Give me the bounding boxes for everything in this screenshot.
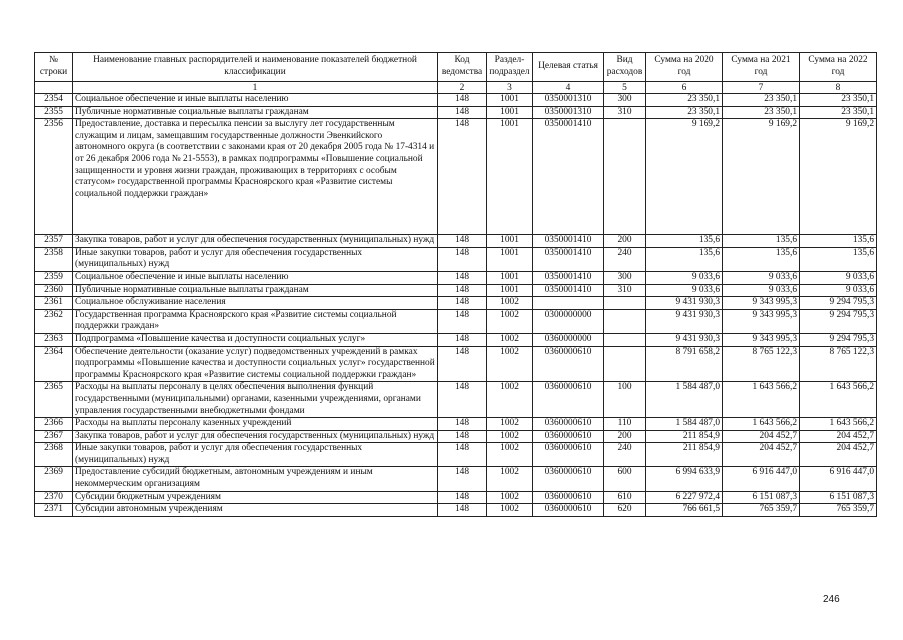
- section-code: 1002: [487, 297, 533, 310]
- col-header-ministry-code: Код ведомства: [438, 53, 487, 82]
- section-code: 1001: [487, 284, 533, 297]
- row-number: 2360: [35, 284, 73, 297]
- table-row: [35, 418, 877, 431]
- sum-2022: 204 452,7: [800, 430, 877, 443]
- ministry-code: 148: [438, 119, 487, 235]
- col-number: 5: [604, 82, 646, 94]
- sum-2022: 6 916 447,0: [800, 467, 877, 491]
- expense-type-code: 310: [604, 284, 646, 297]
- row-name: Предоставление, доставка и пересылка пенсии за выслугу лет государственным служащим и лицам, замещавшим государственные должности Эвенкийского автономного округа (в соответствии с законами края от 20 декабря 2005 года № 17-4314 и от 26 декабря 2006 года № 21-5553), в рамках подпрограммы «Повышение социальной защищенности и уровня жизни граждан, проживающих в территориях с особым статусом» государственной программы Красноярского края «Развитие системы социальной поддержки граждан»: [73, 119, 438, 235]
- col-header-sum-2020: Сумма на 2020 год: [646, 53, 723, 82]
- sum-2020: 23 350,1: [646, 94, 723, 107]
- sum-2022: 9 294 795,3: [800, 333, 877, 346]
- sum-2022: 9 033,6: [800, 271, 877, 284]
- section-code: 1001: [487, 235, 533, 248]
- section-code: 1001: [487, 106, 533, 119]
- section-code: 1002: [487, 504, 533, 517]
- table-row: [35, 94, 877, 107]
- sum-2022: 8 765 122,3: [800, 346, 877, 382]
- row-number: 2356: [35, 119, 73, 235]
- sum-2021: 9 033,6: [723, 284, 800, 297]
- sum-2022: 9 294 795,3: [800, 309, 877, 333]
- table-row: [35, 504, 877, 517]
- sum-2020: 6 994 633,9: [646, 467, 723, 491]
- table-row: [35, 382, 877, 418]
- sum-2022: 1 643 566,2: [800, 418, 877, 431]
- table-row: [35, 119, 877, 235]
- col-number: 1: [73, 82, 438, 94]
- row-number: 2357: [35, 235, 73, 248]
- target-item-code: 0350001410: [533, 119, 604, 235]
- section-code: 1001: [487, 119, 533, 235]
- sum-2020: 9 431 930,3: [646, 333, 723, 346]
- sum-2020: 211 854,9: [646, 430, 723, 443]
- sum-2021: 765 359,7: [723, 504, 800, 517]
- col-number: 3: [487, 82, 533, 94]
- row-number: 2366: [35, 418, 73, 431]
- row-name: Социальное обслуживание населения: [73, 297, 438, 310]
- row-number: 2363: [35, 333, 73, 346]
- expense-type-code: [604, 333, 646, 346]
- sum-2021: 135,6: [723, 235, 800, 248]
- sum-2022: 135,6: [800, 235, 877, 248]
- sum-2020: 9 431 930,3: [646, 309, 723, 333]
- table-row: [35, 247, 877, 271]
- sum-2022: 1 643 566,2: [800, 382, 877, 418]
- expense-type-code: 200: [604, 235, 646, 248]
- sum-2021: 6 151 087,3: [723, 491, 800, 504]
- target-item-code: 0360000610: [533, 418, 604, 431]
- table-row: [35, 467, 877, 491]
- row-number: 2361: [35, 297, 73, 310]
- ministry-code: 148: [438, 297, 487, 310]
- expense-type-code: 240: [604, 443, 646, 467]
- col-number: 8: [800, 82, 877, 94]
- section-code: 1002: [487, 443, 533, 467]
- expense-type-code: 300: [604, 94, 646, 107]
- expense-type-code: 240: [604, 247, 646, 271]
- target-item-code: 0360000610: [533, 467, 604, 491]
- row-number: 2369: [35, 467, 73, 491]
- row-number: 2359: [35, 271, 73, 284]
- ministry-code: 148: [438, 284, 487, 297]
- target-item-code: 0350001410: [533, 247, 604, 271]
- expense-type-code: 600: [604, 467, 646, 491]
- sum-2020: 9 033,6: [646, 271, 723, 284]
- sum-2020: 23 350,1: [646, 106, 723, 119]
- ministry-code: 148: [438, 382, 487, 418]
- row-number: 2365: [35, 382, 73, 418]
- col-header-row-number: № строки: [35, 53, 73, 82]
- header-number-row: [35, 82, 877, 94]
- target-item-code: 0360000000: [533, 333, 604, 346]
- ministry-code: 148: [438, 94, 487, 107]
- target-item-code: 0360000610: [533, 504, 604, 517]
- col-number: 6: [646, 82, 723, 94]
- expense-type-code: 100: [604, 382, 646, 418]
- target-item-code: 0360000610: [533, 382, 604, 418]
- expense-type-code: 300: [604, 271, 646, 284]
- target-item-code: 0350001410: [533, 235, 604, 248]
- row-number: 2364: [35, 346, 73, 382]
- col-header-expense-type: Вид расходов: [604, 53, 646, 82]
- table-row: [35, 430, 877, 443]
- row-name: Подпрограмма «Повышение качества и доступности социальных услуг»: [73, 333, 438, 346]
- col-number: [35, 82, 73, 94]
- sum-2021: 9 033,6: [723, 271, 800, 284]
- expense-type-code: 610: [604, 491, 646, 504]
- page-number: 246: [823, 594, 840, 605]
- table-row: [35, 271, 877, 284]
- row-number: 2368: [35, 443, 73, 467]
- col-number: 7: [723, 82, 800, 94]
- row-name: Публичные нормативные социальные выплаты гражданам: [73, 106, 438, 119]
- sum-2022: 23 350,1: [800, 106, 877, 119]
- col-header-name: Наименование главных распорядителей и наименование показателей бюджетной классификации: [73, 53, 438, 82]
- row-name: Расходы на выплаты персоналу в целях обеспечения выполнения функций государственными (муниципальными) органами, казенными учреждениями, органами управления государственными внебюджетными фондами: [73, 382, 438, 418]
- ministry-code: 148: [438, 430, 487, 443]
- table-row: [35, 235, 877, 248]
- table-row: [35, 491, 877, 504]
- sum-2021: 9 343 995,3: [723, 333, 800, 346]
- row-name: Государственная программа Красноярского края «Развитие системы социальной поддержки граждан»: [73, 309, 438, 333]
- row-name: Социальное обеспечение и иные выплаты населению: [73, 271, 438, 284]
- target-item-code: 0300000000: [533, 309, 604, 333]
- sum-2022: 135,6: [800, 247, 877, 271]
- sum-2020: 9 169,2: [646, 119, 723, 235]
- target-item-code: 0350001310: [533, 106, 604, 119]
- col-header-section: Раздел-подраздел: [487, 53, 533, 82]
- sum-2022: 9 033,6: [800, 284, 877, 297]
- expense-type-code: 110: [604, 418, 646, 431]
- ministry-code: 148: [438, 418, 487, 431]
- target-item-code: 0350001410: [533, 284, 604, 297]
- expense-type-code: 200: [604, 430, 646, 443]
- expense-type-code: [604, 119, 646, 235]
- sum-2020: 8 791 658,2: [646, 346, 723, 382]
- ministry-code: 148: [438, 271, 487, 284]
- row-number: 2362: [35, 309, 73, 333]
- section-code: 1001: [487, 247, 533, 271]
- budget-table: [34, 52, 877, 517]
- section-code: 1002: [487, 430, 533, 443]
- row-name: Расходы на выплаты персоналу казенных учреждений: [73, 418, 438, 431]
- row-name: Закупка товаров, работ и услуг для обеспечения государственных (муниципальных) нужд: [73, 430, 438, 443]
- sum-2020: 6 227 972,4: [646, 491, 723, 504]
- sum-2021: 204 452,7: [723, 443, 800, 467]
- sum-2020: 1 584 487,0: [646, 382, 723, 418]
- row-number: 2354: [35, 94, 73, 107]
- section-code: 1001: [487, 271, 533, 284]
- ministry-code: 148: [438, 504, 487, 517]
- sum-2021: 135,6: [723, 247, 800, 271]
- sum-2021: 6 916 447,0: [723, 467, 800, 491]
- section-code: 1001: [487, 94, 533, 107]
- sum-2022: 9 169,2: [800, 119, 877, 235]
- ministry-code: 148: [438, 346, 487, 382]
- expense-type-code: [604, 297, 646, 310]
- table-row: [35, 106, 877, 119]
- target-item-code: 0350001410: [533, 271, 604, 284]
- ministry-code: 148: [438, 467, 487, 491]
- sum-2020: 766 661,5: [646, 504, 723, 517]
- sum-2021: 23 350,1: [723, 106, 800, 119]
- row-number: 2367: [35, 430, 73, 443]
- target-item-code: 0360000610: [533, 443, 604, 467]
- table-row: [35, 309, 877, 333]
- expense-type-code: [604, 309, 646, 333]
- row-name: Иные закупки товаров, работ и услуг для обеспечения государственных (муниципальных) нужд: [73, 247, 438, 271]
- col-header-sum-2021: Сумма на 2021 год: [723, 53, 800, 82]
- table-row: [35, 297, 877, 310]
- target-item-code: 0360000610: [533, 491, 604, 504]
- col-number: 4: [533, 82, 604, 94]
- col-header-target-item: Целевая статья: [533, 53, 604, 82]
- ministry-code: 148: [438, 235, 487, 248]
- sum-2020: 1 584 487,0: [646, 418, 723, 431]
- table-row: [35, 284, 877, 297]
- sum-2021: 9 343 995,3: [723, 309, 800, 333]
- sum-2020: 211 854,9: [646, 443, 723, 467]
- ministry-code: 148: [438, 491, 487, 504]
- ministry-code: 148: [438, 106, 487, 119]
- row-name: Обеспечение деятельности (оказание услуг) подведомственных учреждений в рамках подпрограммы «Повышение качества и доступности социальных услуг» государственной программы Красноярского края «Развитие системы социальной поддержки граждан»: [73, 346, 438, 382]
- header-row: [35, 53, 877, 82]
- sum-2022: 6 151 087,3: [800, 491, 877, 504]
- col-number: 2: [438, 82, 487, 94]
- section-code: 1002: [487, 467, 533, 491]
- section-code: 1002: [487, 333, 533, 346]
- row-number: 2358: [35, 247, 73, 271]
- target-item-code: 0360000610: [533, 430, 604, 443]
- section-code: 1002: [487, 309, 533, 333]
- col-header-sum-2022: Сумма на 2022 год: [800, 53, 877, 82]
- table-row: [35, 443, 877, 467]
- sum-2021: 1 643 566,2: [723, 382, 800, 418]
- row-name: Субсидии автономным учреждениям: [73, 504, 438, 517]
- sum-2022: 204 452,7: [800, 443, 877, 467]
- sum-2020: 9 033,6: [646, 284, 723, 297]
- expense-type-code: 310: [604, 106, 646, 119]
- row-name: Социальное обеспечение и иные выплаты населению: [73, 94, 438, 107]
- ministry-code: 148: [438, 309, 487, 333]
- target-item-code: [533, 297, 604, 310]
- row-name: Публичные нормативные социальные выплаты гражданам: [73, 284, 438, 297]
- row-name: Иные закупки товаров, работ и услуг для обеспечения государственных (муниципальных) нужд: [73, 443, 438, 467]
- sum-2021: 9 343 995,3: [723, 297, 800, 310]
- row-name: Субсидии бюджетным учреждениям: [73, 491, 438, 504]
- expense-type-code: 620: [604, 504, 646, 517]
- row-name: Закупка товаров, работ и услуг для обеспечения государственных (муниципальных) нужд: [73, 235, 438, 248]
- target-item-code: 0350001310: [533, 94, 604, 107]
- sum-2021: 8 765 122,3: [723, 346, 800, 382]
- section-code: 1002: [487, 382, 533, 418]
- table-row: [35, 333, 877, 346]
- sum-2022: 23 350,1: [800, 94, 877, 107]
- table-row: [35, 346, 877, 382]
- row-number: 2371: [35, 504, 73, 517]
- section-code: 1002: [487, 491, 533, 504]
- sum-2020: 9 431 930,3: [646, 297, 723, 310]
- expense-type-code: [604, 346, 646, 382]
- ministry-code: 148: [438, 443, 487, 467]
- row-number: 2370: [35, 491, 73, 504]
- ministry-code: 148: [438, 333, 487, 346]
- sum-2020: 135,6: [646, 247, 723, 271]
- ministry-code: 148: [438, 247, 487, 271]
- row-number: 2355: [35, 106, 73, 119]
- section-code: 1002: [487, 418, 533, 431]
- sum-2021: 1 643 566,2: [723, 418, 800, 431]
- sum-2022: 9 294 795,3: [800, 297, 877, 310]
- sum-2021: 23 350,1: [723, 94, 800, 107]
- row-name: Предоставление субсидий бюджетным, автономным учреждениям и иным некоммерческим организациям: [73, 467, 438, 491]
- section-code: 1002: [487, 346, 533, 382]
- sum-2021: 204 452,7: [723, 430, 800, 443]
- target-item-code: 0360000610: [533, 346, 604, 382]
- sum-2020: 135,6: [646, 235, 723, 248]
- sum-2022: 765 359,7: [800, 504, 877, 517]
- sum-2021: 9 169,2: [723, 119, 800, 235]
